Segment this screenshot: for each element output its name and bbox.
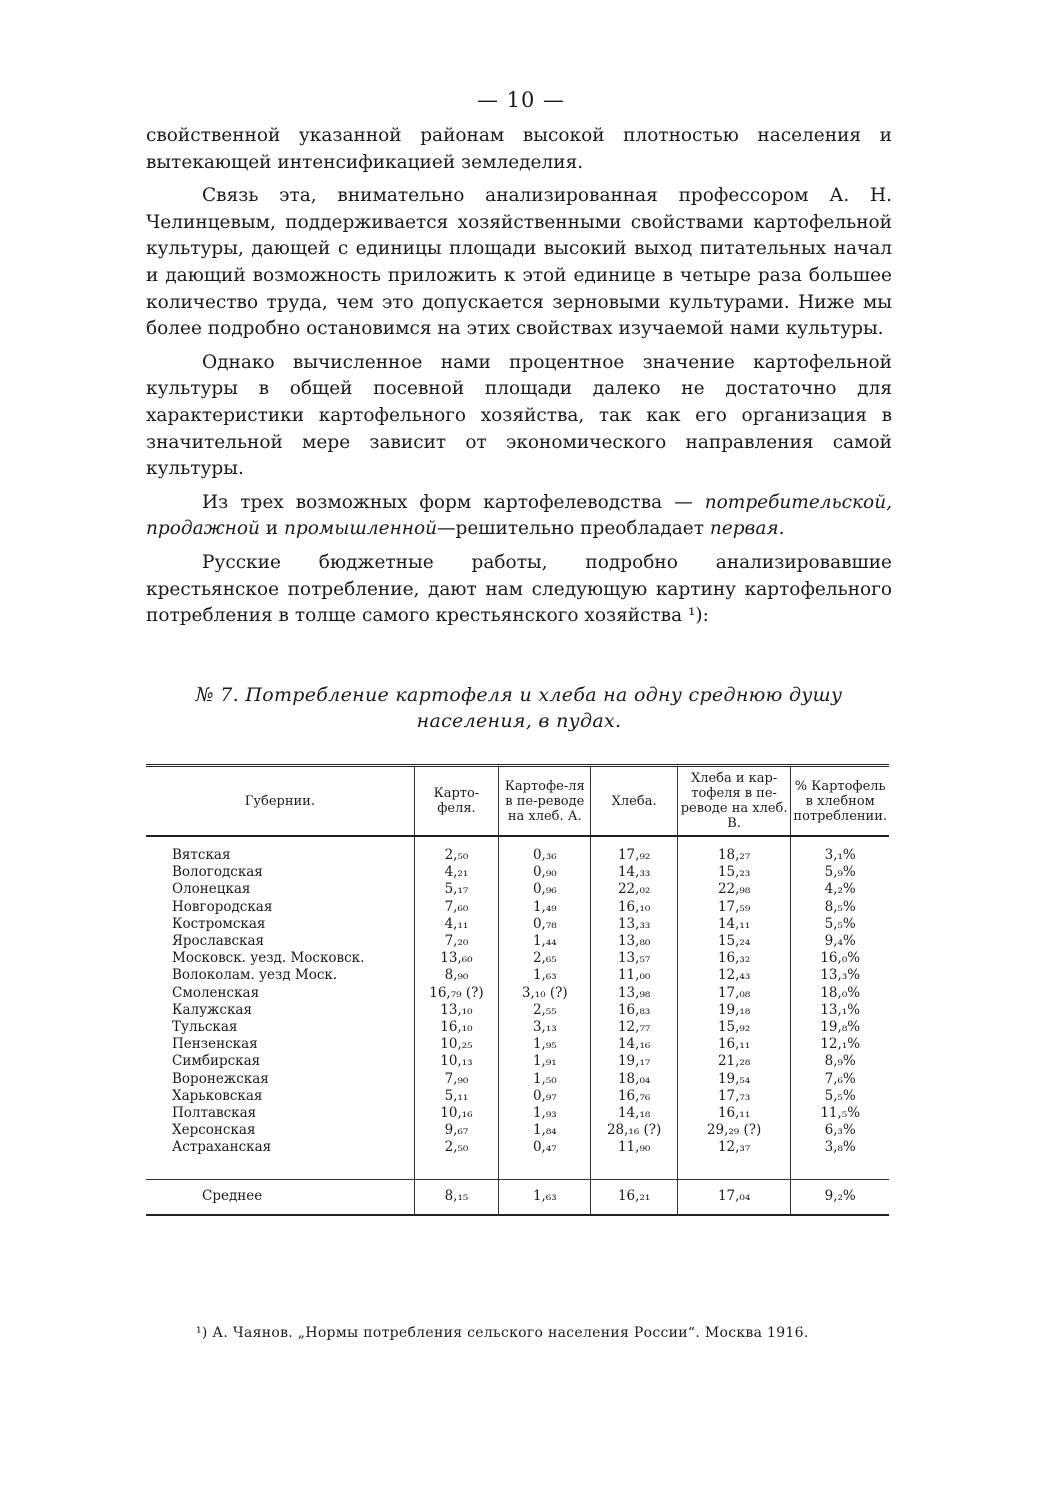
table-cell: 10,₁₆ (414, 1105, 498, 1122)
table-cell: 5,₅% (791, 1088, 889, 1105)
table-cell: 0,₃₆ (499, 836, 591, 864)
p4-em2: продажной (146, 518, 260, 540)
p4-em4: первая. (709, 518, 785, 540)
table-cell: 15,₂₃ (677, 864, 791, 881)
table-caption: № 7. Потребление картофеля и хлеба на одну среднюю душу населения, в пудах. (195, 684, 843, 732)
table-cell: 14,₃₃ (591, 864, 677, 881)
header-potatoes-as-bread: Картофе-ля в пе-реводе на хлеб. А. (499, 766, 591, 837)
table-cell: 14,₁₈ (591, 1105, 677, 1122)
table-cell: 5,₁₇ (414, 881, 498, 898)
province-name: Астраханская (172, 1139, 272, 1156)
table-row (146, 916, 889, 933)
table-cell: 1,₉₅ (499, 1036, 591, 1053)
table-cell: 10,₁₃ (414, 1053, 498, 1070)
table-cell: 0,₉₇ (499, 1088, 591, 1105)
table-cell: 17,₉₂ (591, 836, 677, 864)
table-cell: 18,₂₇ (677, 836, 791, 864)
table-row (146, 836, 889, 864)
body-text (146, 123, 892, 630)
header-potatoes: Карто-феля. (414, 766, 498, 837)
page-number: — 10 — (476, 88, 566, 112)
table-cell: 18,₀₄ (591, 1071, 677, 1088)
table-cell: 2,₅₀ (414, 1139, 498, 1179)
table-cell: 16,₁₀ (414, 1019, 498, 1036)
consumption-table (146, 764, 889, 1216)
table-cell: 29,₂₉ (?) (677, 1122, 791, 1139)
table-cell: 15,₉₂ (677, 1019, 791, 1036)
province-name: Новгородская (172, 898, 273, 915)
table-cell: 0,₉₀ (499, 864, 591, 881)
table-cell: 19,₁₇ (591, 1053, 677, 1070)
table-body (146, 836, 889, 1215)
table-cell: 5,₁₁ (414, 1088, 498, 1105)
paragraph-3: Однако вычисленное нами процентное значение картофельной культуры в общей посевной площади далеко не достаточно для характеристики картофельного хозяйства, так как его организация в значительной мере зависит от экономического направления самой культуры. (146, 351, 892, 480)
table-cell: 12,₃₇ (677, 1139, 791, 1179)
table-row (146, 1036, 889, 1053)
province-name: Харьковская (172, 1087, 263, 1104)
table-row (146, 933, 889, 950)
table-cell: 5,₅% (791, 916, 889, 933)
average-row (146, 1179, 889, 1215)
table-row (146, 985, 889, 1002)
p4-em3: промышленной (284, 518, 437, 540)
table-row (146, 967, 889, 984)
p4-em1: потребительской, (704, 491, 892, 513)
table-cell: 0,₉₆ (499, 881, 591, 898)
average-cell: 9,₂% (791, 1179, 889, 1215)
table-row (146, 1139, 889, 1179)
table-row (146, 1088, 889, 1105)
table-cell: 8,₉% (791, 1053, 889, 1070)
paragraph-5: Русские бюджетные работы, подробно анализировавшие крестьянское потребление, дают нам следующую картину картофельного потребления в толще самого крестьянского хозяйства ¹): (146, 551, 892, 627)
province-name: Воронежская (172, 1070, 269, 1087)
table-header-row (146, 766, 889, 837)
table-cell: 13,₁₀ (414, 1002, 498, 1019)
table-row (146, 899, 889, 916)
table-row (146, 1019, 889, 1036)
table-cell: 12,₄₃ (677, 967, 791, 984)
table-cell: 3,₁% (791, 836, 889, 864)
table-cell: 22,₀₂ (591, 881, 677, 898)
table-row (146, 1053, 889, 1070)
table-cell: 0,₇₈ (499, 916, 591, 933)
table-cell: 7,₉₀ (414, 1071, 498, 1088)
table-cell: 16,₇₉ (?) (414, 985, 498, 1002)
table-row (146, 1105, 889, 1122)
table-cell: 16,₁₁ (677, 1105, 791, 1122)
table-cell: 3,₁₀ (?) (499, 985, 591, 1002)
province-name: Олонецкая (172, 881, 251, 898)
province-name: Смоленская (172, 984, 260, 1001)
table-cell: 4,₁₁ (414, 916, 498, 933)
province-name: Вятская (172, 847, 231, 863)
province-name: Вологодская (172, 864, 263, 881)
average-cell: 17,₀₄ (677, 1179, 791, 1215)
table-cell: 13,₉₈ (591, 985, 677, 1002)
table-cell: 1,₅₀ (499, 1071, 591, 1088)
table-cell: 19,₁₈ (677, 1002, 791, 1019)
average-cell: 1,₆₃ (499, 1179, 591, 1215)
paragraph-2: Связь эта, внимательно анализированная профессором А. Н. Челинцевым, поддерживается хозяйственными свойствами картофельной культуры, дающей с единицы площади высокий выход питательных начал и дающий возможность приложить к этой единице в четыре раза большее количество труда, чем это допускается зерновыми культурами. Ниже мы более подробно остановимся на этих свойствах изучаемой нами культуры. (146, 185, 892, 340)
table-cell: 10,₂₅ (414, 1036, 498, 1053)
table-cell: 13,₈₀ (591, 933, 677, 950)
table-cell: 28,₁₆ (?) (591, 1122, 677, 1139)
paragraph-1: свойственной указанной районам высокой плотностью населения и вытекающей интенсификацией земледелия. (146, 125, 892, 173)
table-cell: 3,₁₃ (499, 1019, 591, 1036)
table-cell: 16,₁₁ (677, 1036, 791, 1053)
table-cell: 1,₉₁ (499, 1053, 591, 1070)
header-province: Губернии. (146, 766, 414, 837)
table-cell: 4,₂% (791, 881, 889, 898)
table-cell: 12,₁% (791, 1036, 889, 1053)
table-cell: 16,₀% (791, 950, 889, 967)
province-name: Калужская (172, 1001, 252, 1018)
header-potato-percent: % Картофель в хлебном потреблении. (791, 766, 889, 837)
table-row (146, 1071, 889, 1088)
table-cell: 0,₄₇ (499, 1139, 591, 1179)
table-cell: 8,₅% (791, 899, 889, 916)
p4-text1: Из трех возможных форм картофелеводства — (202, 491, 705, 513)
p4-text3: —решительно преобладает (437, 518, 710, 540)
table-cell: 1,₆₃ (499, 967, 591, 984)
table-cell: 13,₃₃ (591, 916, 677, 933)
footnote: ¹) А. Чаянов. „Нормы потребления сельского населения России“. Москва 1916. (196, 1325, 809, 1341)
table-cell: 4,₂₁ (414, 864, 498, 881)
province-name: Ярославская (172, 933, 265, 950)
table-cell: 7,₆% (791, 1071, 889, 1088)
table-cell: 1,₄₉ (499, 899, 591, 916)
paragraph-4 (146, 490, 892, 543)
table-cell: 16,₇₆ (591, 1088, 677, 1105)
table-row (146, 1122, 889, 1139)
header-bread-and-potatoes: Хлеба и кар-тофеля в пе-реводе на хлеб. В. (677, 766, 791, 837)
average-cell: 16,₂₁ (591, 1179, 677, 1215)
table-cell: 8,₉₀ (414, 967, 498, 984)
province-name: Полтавская (172, 1105, 257, 1122)
table-cell: 17,₀₈ (677, 985, 791, 1002)
table-cell: 18,₀% (791, 985, 889, 1002)
province-name: Пензенская (172, 1036, 258, 1053)
table-cell: 1,₄₄ (499, 933, 591, 950)
province-name: Тульская (172, 1019, 238, 1036)
table-cell: 17,₇₃ (677, 1088, 791, 1105)
table-cell: 13,₃% (791, 967, 889, 984)
table-cell: 3,₈% (791, 1139, 889, 1179)
table-row (146, 881, 889, 898)
table-cell: 14,₁₆ (591, 1036, 677, 1053)
table-cell: 2,₅₀ (414, 836, 498, 864)
table-row (146, 864, 889, 881)
table-cell: 13,₅₇ (591, 950, 677, 967)
p4-text2: и (259, 518, 285, 540)
table-cell: 1,₉₃ (499, 1105, 591, 1122)
table-cell: 7,₆₀ (414, 899, 498, 916)
province-name: Костромская (172, 915, 266, 932)
province-name: Московск. уезд. Московск. (172, 950, 365, 967)
province-name: Херсонская (172, 1122, 256, 1139)
table-cell: 13,₁% (791, 1002, 889, 1019)
table-cell: 22,₉₈ (677, 881, 791, 898)
table-row (146, 1002, 889, 1019)
table-cell: 13,₆₀ (414, 950, 498, 967)
table-row (146, 950, 889, 967)
table-cell: 6,₃% (791, 1122, 889, 1139)
table-cell: 11,₀₀ (591, 967, 677, 984)
table-cell: 7,₂₀ (414, 933, 498, 950)
table-cell: 2,₅₅ (499, 1002, 591, 1019)
average-cell: 8,₁₅ (414, 1179, 498, 1215)
table-cell: 11,₉₀ (591, 1139, 677, 1179)
table-cell: 16,₈₃ (591, 1002, 677, 1019)
table-cell: 11,₅% (791, 1105, 889, 1122)
table-cell: 9,₆₇ (414, 1122, 498, 1139)
table-cell: 9,₄% (791, 933, 889, 950)
average-label: Среднее (146, 1179, 414, 1215)
table-cell: 16,₁₀ (591, 899, 677, 916)
table-cell: 21,₂₈ (677, 1053, 791, 1070)
province-name: Симбирская (172, 1053, 261, 1070)
province-name: Волоколам. уезд Моск. (172, 967, 338, 984)
table-cell: 17,₅₉ (677, 899, 791, 916)
table-cell: 12,₇₇ (591, 1019, 677, 1036)
table-cell: 19,₅₄ (677, 1071, 791, 1088)
table-cell: 16,₃₂ (677, 950, 791, 967)
table-cell: 14,₁₁ (677, 916, 791, 933)
table-cell: 1,₈₄ (499, 1122, 591, 1139)
table-cell: 15,₂₄ (677, 933, 791, 950)
table-cell: 2,₆₅ (499, 950, 591, 967)
table-cell: 5,₉% (791, 864, 889, 881)
header-bread: Хлеба. (591, 766, 677, 837)
table-cell: 19,₈% (791, 1019, 889, 1036)
